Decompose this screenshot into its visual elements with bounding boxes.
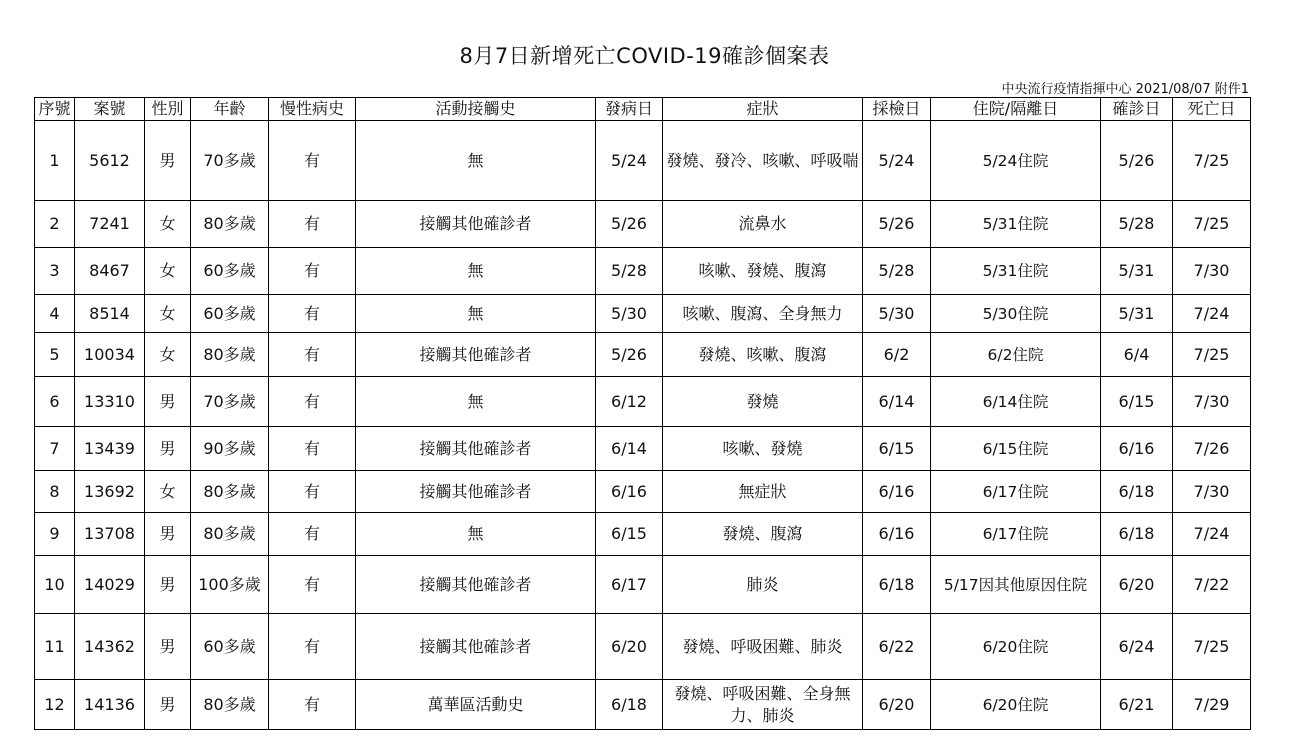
header-cell: 案號 (75, 98, 145, 121)
table-cell: 5/26 (596, 333, 663, 377)
table-cell: 70多歲 (191, 377, 269, 427)
table-cell: 5/24 (863, 121, 931, 201)
table-cell: 11 (35, 614, 75, 680)
table-cell: 有 (269, 680, 356, 730)
table-cell: 6/17 (596, 556, 663, 614)
table-cell: 接觸其他確診者 (356, 201, 596, 248)
table-cell: 男 (145, 377, 191, 427)
table-cell: 發燒、腹瀉 (663, 513, 863, 556)
table-cell: 6/20住院 (931, 614, 1101, 680)
table-cell: 有 (269, 333, 356, 377)
table-cell: 5/26 (863, 201, 931, 248)
header-cell: 確診日 (1101, 98, 1173, 121)
table-cell: 發燒、咳嗽、腹瀉 (663, 333, 863, 377)
table-cell: 5/31 (1101, 295, 1173, 333)
table-cell: 6/17住院 (931, 471, 1101, 513)
table-cell: 女 (145, 201, 191, 248)
table-cell: 80多歲 (191, 680, 269, 730)
table-cell: 有 (269, 513, 356, 556)
table-cell: 5/24住院 (931, 121, 1101, 201)
table-cell: 有 (269, 121, 356, 201)
table-row (35, 333, 1251, 377)
table-cell: 男 (145, 121, 191, 201)
table-cell: 7/25 (1173, 614, 1251, 680)
table-cell: 70多歲 (191, 121, 269, 201)
table-cell: 男 (145, 513, 191, 556)
table-row (35, 614, 1251, 680)
table-cell: 7241 (75, 201, 145, 248)
header-cell: 採檢日 (863, 98, 931, 121)
table-cell: 6/15 (1101, 377, 1173, 427)
table-cell: 6/18 (1101, 471, 1173, 513)
table-cell: 14136 (75, 680, 145, 730)
table-cell: 6/14 (863, 377, 931, 427)
table-cell: 80多歲 (191, 513, 269, 556)
table-cell: 7/25 (1173, 201, 1251, 248)
table-cell: 7/24 (1173, 295, 1251, 333)
table-cell: 1 (35, 121, 75, 201)
table-row (35, 471, 1251, 513)
table-cell: 13310 (75, 377, 145, 427)
table-cell: 7/24 (1173, 513, 1251, 556)
table-cell: 男 (145, 614, 191, 680)
table-cell: 6/20 (863, 680, 931, 730)
table-cell: 80多歲 (191, 333, 269, 377)
table-cell: 4 (35, 295, 75, 333)
table-cell: 14029 (75, 556, 145, 614)
table-cell: 5/31 (1101, 248, 1173, 295)
table-cell: 有 (269, 556, 356, 614)
table-cell: 13439 (75, 427, 145, 471)
page-title: 8月7日新增死亡COVID-19確診個案表 (459, 44, 830, 68)
table-cell: 60多歲 (191, 248, 269, 295)
table-cell: 2 (35, 201, 75, 248)
table-cell: 6/16 (596, 471, 663, 513)
table-cell: 女 (145, 248, 191, 295)
table-cell: 咳嗽、發燒、腹瀉 (663, 248, 863, 295)
table-cell: 7/30 (1173, 377, 1251, 427)
header-cell: 性別 (145, 98, 191, 121)
table-cell: 8467 (75, 248, 145, 295)
table-row (35, 427, 1251, 471)
table-cell: 發燒、發冷、咳嗽、呼吸喘 (663, 121, 863, 201)
table-cell: 發燒 (663, 377, 863, 427)
table-cell: 7/30 (1173, 248, 1251, 295)
table-cell: 無症狀 (663, 471, 863, 513)
table-cell: 9 (35, 513, 75, 556)
table-cell: 接觸其他確診者 (356, 333, 596, 377)
header-cell: 年齡 (191, 98, 269, 121)
table-cell: 6/15 (596, 513, 663, 556)
table-cell: 7/30 (1173, 471, 1251, 513)
table-cell: 6/15住院 (931, 427, 1101, 471)
table-cell: 女 (145, 333, 191, 377)
table-cell: 5/30 (596, 295, 663, 333)
table-row (35, 680, 1251, 730)
table-cell: 5/28 (863, 248, 931, 295)
table-cell: 無 (356, 121, 596, 201)
table-cell: 無 (356, 248, 596, 295)
table-cell: 萬華區活動史 (356, 680, 596, 730)
table-cell: 有 (269, 295, 356, 333)
table-row (35, 201, 1251, 248)
table-cell: 6/16 (863, 471, 931, 513)
table-cell: 5/28 (596, 248, 663, 295)
table-cell: 6/4 (1101, 333, 1173, 377)
table-cell: 男 (145, 427, 191, 471)
table-cell: 肺炎 (663, 556, 863, 614)
table-cell: 5/26 (596, 201, 663, 248)
table-cell: 接觸其他確診者 (356, 614, 596, 680)
table-cell: 5/17因其他原因住院 (931, 556, 1101, 614)
table-row (35, 121, 1251, 201)
table-cell: 7/26 (1173, 427, 1251, 471)
table-cell: 發燒、呼吸困難、肺炎 (663, 614, 863, 680)
table-cell: 3 (35, 248, 75, 295)
table-row (35, 377, 1251, 427)
table-cell: 6/20 (596, 614, 663, 680)
table-cell: 無 (356, 513, 596, 556)
table-cell: 80多歲 (191, 201, 269, 248)
table-cell: 6/18 (863, 556, 931, 614)
table-cell: 10034 (75, 333, 145, 377)
table-cell: 無 (356, 377, 596, 427)
table-cell: 接觸其他確診者 (356, 427, 596, 471)
table-cell: 6/14住院 (931, 377, 1101, 427)
table-cell: 6/22 (863, 614, 931, 680)
header-cell: 症狀 (663, 98, 863, 121)
table-cell: 女 (145, 295, 191, 333)
table-row (35, 556, 1251, 614)
table-cell: 有 (269, 471, 356, 513)
table-row (35, 513, 1251, 556)
table-cell: 6/18 (596, 680, 663, 730)
table-header-row (35, 98, 1251, 121)
table-cell: 6/18 (1101, 513, 1173, 556)
table-cell: 60多歲 (191, 614, 269, 680)
table-cell: 5/28 (1101, 201, 1173, 248)
table-cell: 女 (145, 471, 191, 513)
table-cell: 6/17住院 (931, 513, 1101, 556)
table-cell: 6/2 (863, 333, 931, 377)
header-cell: 死亡日 (1173, 98, 1251, 121)
table-cell: 有 (269, 377, 356, 427)
table-cell: 接觸其他確診者 (356, 471, 596, 513)
table-cell: 6/16 (863, 513, 931, 556)
table-cell: 男 (145, 556, 191, 614)
table-cell: 7 (35, 427, 75, 471)
table-cell: 6/2住院 (931, 333, 1101, 377)
table-cell: 7/29 (1173, 680, 1251, 730)
table-cell: 接觸其他確診者 (356, 556, 596, 614)
table-cell: 12 (35, 680, 75, 730)
table-cell: 10 (35, 556, 75, 614)
table-cell: 5/24 (596, 121, 663, 201)
table-cell: 發燒、呼吸困難、全身無力、肺炎 (663, 680, 863, 730)
table-cell: 6/20住院 (931, 680, 1101, 730)
table-cell: 90多歲 (191, 427, 269, 471)
table-cell: 咳嗽、發燒 (663, 427, 863, 471)
table-cell: 無 (356, 295, 596, 333)
table-cell: 5 (35, 333, 75, 377)
table-cell: 14362 (75, 614, 145, 680)
header-cell: 序號 (35, 98, 75, 121)
table-cell: 100多歲 (191, 556, 269, 614)
table-cell: 有 (269, 427, 356, 471)
table-cell: 8 (35, 471, 75, 513)
table-cell: 6 (35, 377, 75, 427)
table-cell: 5612 (75, 121, 145, 201)
table-cell: 有 (269, 201, 356, 248)
table-cell: 5/31住院 (931, 248, 1101, 295)
table-cell: 60多歲 (191, 295, 269, 333)
table-cell: 7/22 (1173, 556, 1251, 614)
table-cell: 13692 (75, 471, 145, 513)
table-cell: 6/20 (1101, 556, 1173, 614)
table-cell: 有 (269, 614, 356, 680)
table-cell: 80多歲 (191, 471, 269, 513)
header-cell: 活動接觸史 (356, 98, 596, 121)
issuer-and-date: 中央流行疫情指揮中心 2021/08/07 附件1 (1001, 82, 1249, 97)
table-cell: 7/25 (1173, 121, 1251, 201)
table-cell: 7/25 (1173, 333, 1251, 377)
table-cell: 6/24 (1101, 614, 1173, 680)
table-row (35, 295, 1251, 333)
header-cell: 慢性病史 (269, 98, 356, 121)
table-cell: 5/30住院 (931, 295, 1101, 333)
table-cell: 6/15 (863, 427, 931, 471)
header-cell: 住院/隔離日 (931, 98, 1101, 121)
table-cell: 5/31住院 (931, 201, 1101, 248)
table-cell: 6/14 (596, 427, 663, 471)
table-cell: 6/12 (596, 377, 663, 427)
table-cell: 流鼻水 (663, 201, 863, 248)
table-cell: 男 (145, 680, 191, 730)
table-row (35, 248, 1251, 295)
table-cell: 咳嗽、腹瀉、全身無力 (663, 295, 863, 333)
table-cell: 8514 (75, 295, 145, 333)
table-cell: 6/16 (1101, 427, 1173, 471)
header-cell: 發病日 (596, 98, 663, 121)
table-cell: 有 (269, 248, 356, 295)
death-cases-table (34, 97, 1251, 730)
table-cell: 6/21 (1101, 680, 1173, 730)
table-cell: 5/26 (1101, 121, 1173, 201)
table-cell: 5/30 (863, 295, 931, 333)
table-cell: 13708 (75, 513, 145, 556)
